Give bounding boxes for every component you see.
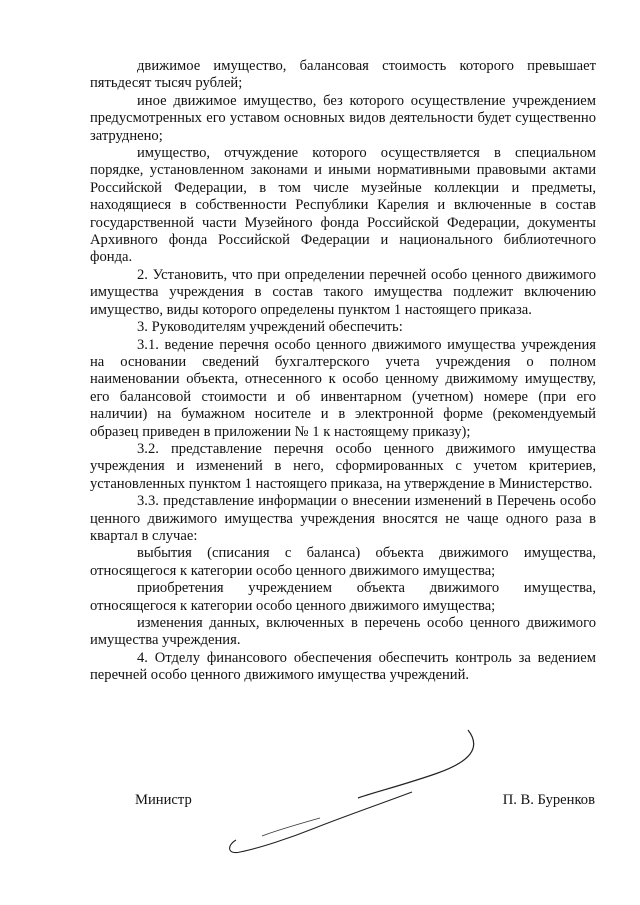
paragraph-6: 3.1. ведение перечня особо ценного движимого имущества учреждения на основании сведений бухгалтерского учета учреждения о полном наименовании объекта, отнесенного к особо ценному движимому имуществу, его балансовой стоимости и об инвентарном (учетном) номере (при его наличии) на бумажном носителе и в электронной форме (рекомендуемый образец приведен в приложении № 1 к настоящему приказу); [90, 336, 596, 440]
paragraph-1: движимое имущество, балансовая стоимость которого превышает пятьдесят тысяч рублей; [90, 58, 596, 92]
paragraph-12: 4. Отделу финансового обеспечения обеспечить контроль за ведением перечней особо ценного движимого имущества учреждений. [90, 649, 596, 684]
paragraph-9: выбытия (списания с баланса) объекта движимого имущества, относящегося к категории особо ценного движимого имущества; [90, 545, 596, 579]
paragraph-11: изменения данных, включенных в перечень особо ценного движимого имущества учреждения. [90, 615, 596, 649]
paragraph-7: 3.2. представление перечня особо ценного движимого имущества учреждения и изменений в него, сформированных с учетом критериев, установленных пунктом 1 настоящего приказа, на утверждение в Министерство. [90, 440, 596, 492]
signer-name: П. В. Буренков [502, 792, 595, 808]
paragraph-4: 2. Установить, что при определении перечней особо ценного движимого имущества учреждения в состав такого имущества подлежит включению имущество, виды которого определены пунктом 1 настоящего приказа. [90, 266, 596, 318]
paragraph-8: 3.3. представление информации о внесении изменений в Перечень особо ценного движимого имущества учреждения вносятся не чаще одного раза в квартал в случае: [90, 493, 596, 544]
signature-block [135, 792, 595, 812]
paragraph-2: иное движимое имущество, без которого осуществление учреждением предусмотренных его уставом основных видов деятельности будет существенно затруднено; [90, 92, 596, 144]
paragraph-10: приобретения учреждением объекта движимого имущества, относящегося к категории особо ценного движимого имущества; [90, 580, 596, 614]
paragraph-5: 3. Руководителям учреждений обеспечить: [137, 319, 403, 336]
handwritten-signature [220, 700, 490, 870]
document-body [90, 58, 596, 685]
signer-role: Министр [135, 792, 192, 808]
paragraph-3: имущество, отчуждение которого осуществляется в специальном порядке, установленном законами и иными нормативными правовыми актами Российской Федерации, в том числе музейные коллекции и предметы, находящиеся в собственности Республики Карелия и включенные в состав государственной части Музейного фонда Российской Федерации, документы Архивного фонда Российской Федерации и национального библиотечного фонда. [90, 145, 596, 266]
